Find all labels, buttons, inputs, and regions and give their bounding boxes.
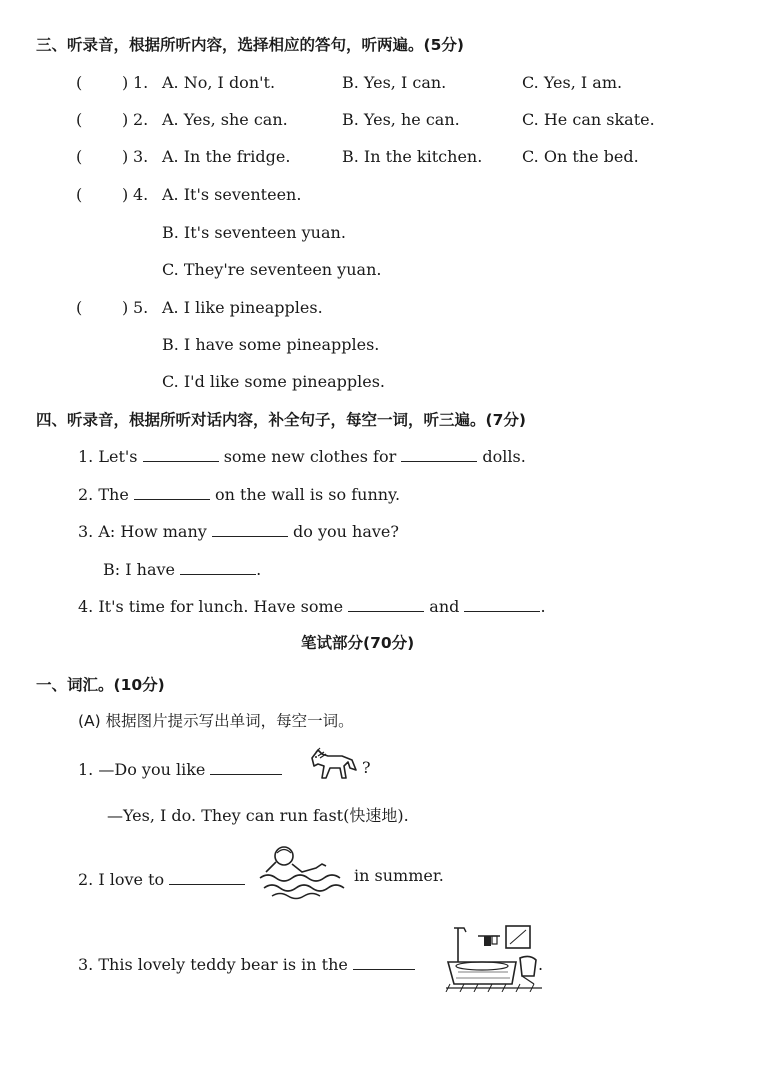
question-number: 1. <box>133 73 149 92</box>
answer-paren-close: ) <box>122 298 129 317</box>
answer-paren-open: ( <box>76 73 83 92</box>
question-number: 3. <box>78 522 94 541</box>
option-a: A. Yes, she can. <box>162 110 288 129</box>
sentence-text: Let's <box>98 447 138 466</box>
question-number: 5. <box>133 298 149 317</box>
option-b: B. In the kitchen. <box>342 147 483 166</box>
answer-blank[interactable] <box>143 447 219 462</box>
sentence-text: I love to <box>98 870 165 889</box>
sentence-text: . <box>540 597 546 616</box>
sentence-text: B: I have <box>103 560 175 579</box>
answer-paren-open: ( <box>76 110 83 129</box>
sentence-text: . <box>256 560 262 579</box>
option-c: C. Yes, I am. <box>522 73 623 92</box>
answer-blank[interactable] <box>348 597 424 612</box>
answer-paren-open: ( <box>76 298 83 317</box>
sentence-text: It's time for lunch. Have some <box>98 597 344 616</box>
option-c: C. They're seventeen yuan. <box>162 260 382 279</box>
question-number: 1. <box>78 760 94 779</box>
fill-sentence-4 <box>78 597 546 617</box>
answer-paren-close: ) <box>122 73 129 92</box>
horse-icon <box>302 744 362 784</box>
option-c: C. On the bed. <box>522 147 639 166</box>
sentence-text: —Do you like <box>98 760 206 779</box>
sentence-text: This lovely teddy bear is in the <box>98 955 348 974</box>
fill-sentence-1 <box>78 447 526 467</box>
sentence-text: . <box>538 955 544 974</box>
sentence-text: in summer. <box>354 866 444 885</box>
option-c: C. He can skate. <box>522 110 655 129</box>
fill-sentence-3a <box>78 522 399 542</box>
answer-paren-close: ) <box>122 185 129 204</box>
option-b: B. It's seventeen yuan. <box>162 223 346 242</box>
section-4-heading: 四、听录音，根据所听对话内容，补全句子，每空一词，听三遍。(7分) <box>36 411 526 429</box>
option-c: C. I'd like some pineapples. <box>162 372 385 391</box>
fill-sentence-2 <box>78 485 400 505</box>
section-3-heading: 三、听录音，根据所听内容，选择相应的答句，听两遍。(5分) <box>36 36 464 54</box>
answer-blank[interactable] <box>212 522 288 537</box>
option-a: A. It's seventeen. <box>162 185 302 204</box>
answer-paren-open: ( <box>76 185 83 204</box>
vocab-question-1 <box>78 760 282 780</box>
question-number: 3. <box>133 147 149 166</box>
written-part-title: 笔试部分(70分) <box>301 634 415 652</box>
answer-blank[interactable] <box>134 485 210 500</box>
vocab-question-3 <box>78 955 415 975</box>
bathroom-icon <box>444 922 544 992</box>
question-number: 3. <box>78 955 94 974</box>
question-number: 4. <box>133 185 149 204</box>
answer-paren-close: ) <box>122 147 129 166</box>
answer-paren-open: ( <box>76 147 83 166</box>
sentence-text: dolls. <box>482 447 526 466</box>
vocab-sub-a: (A) 根据图片提示写出单词，每空一词。 <box>78 712 354 730</box>
question-number: 2. <box>133 110 149 129</box>
option-a: A. No, I don't. <box>162 73 276 92</box>
fill-sentence-3b <box>103 560 261 580</box>
option-a: A. I like pineapples. <box>162 298 323 317</box>
question-number: 2. <box>78 485 94 504</box>
vocab-reply-1: —Yes, I do. They can run fast(快速地). <box>107 806 409 825</box>
sentence-text: A: How many <box>98 522 207 541</box>
answer-blank[interactable] <box>180 560 256 575</box>
option-a: A. In the fridge. <box>162 147 291 166</box>
sentence-text: some new clothes for <box>223 447 397 466</box>
sentence-text: ? <box>362 758 371 777</box>
question-number: 2. <box>78 870 94 889</box>
answer-blank[interactable] <box>353 955 415 970</box>
answer-blank[interactable] <box>464 597 540 612</box>
option-b: B. I have some pineapples. <box>162 335 380 354</box>
sentence-text: on the wall is so funny. <box>215 485 401 504</box>
option-b: B. Yes, I can. <box>342 73 447 92</box>
question-number: 4. <box>78 597 94 616</box>
answer-blank[interactable] <box>210 760 282 775</box>
vocab-heading: 一、词汇。(10分) <box>36 676 165 694</box>
option-b: B. Yes, he can. <box>342 110 460 129</box>
sentence-text: The <box>98 485 129 504</box>
swimmer-icon <box>258 842 350 900</box>
vocab-question-2 <box>78 870 245 890</box>
answer-paren-close: ) <box>122 110 129 129</box>
question-number: 1. <box>78 447 94 466</box>
sentence-text: do you have? <box>293 522 399 541</box>
answer-blank[interactable] <box>169 870 245 885</box>
sentence-text: and <box>429 597 460 616</box>
answer-blank[interactable] <box>401 447 477 462</box>
